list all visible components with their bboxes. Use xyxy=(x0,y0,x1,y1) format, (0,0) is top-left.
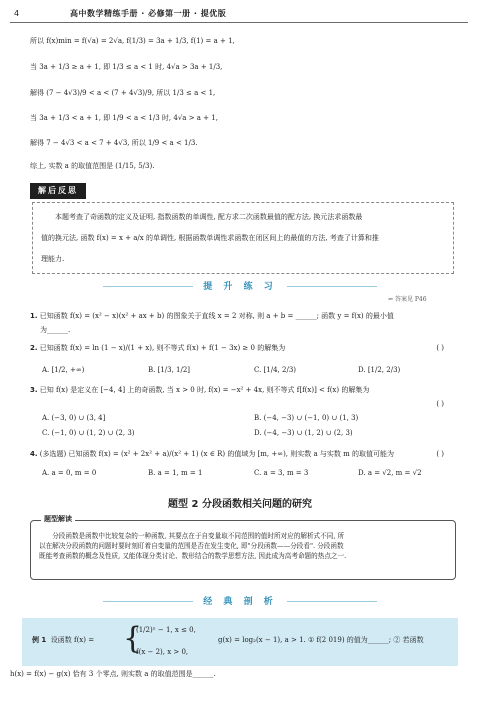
topic-box-text: 分段函数是函数中比较复杂的一种函数, 其要点在于自变量取不同范围的值时所对应的解析式不同, 所 以在解决分段函数的问题时要时刻盯着自变量的范围是否在发生变化, 即"分段函数——分段看". 分段函数 既能考查函数的概念及性质, 又能体现分类讨论、数形结合的数学思想方法, 因此成为高考命题的热点之一. xyxy=(39,532,347,561)
topic-interpretation-box xyxy=(30,515,456,580)
page-number: 4 xyxy=(14,9,20,18)
solution-line: 解得 7 − 4√3 < a < 7 + 4√3, 所以 1/9 < a < 1/3. xyxy=(30,139,198,147)
piecewise-case-1: (1/2)ˣ − 1, x ≤ 0, xyxy=(136,626,196,634)
option-b: B. a = 1, m = 1 xyxy=(148,469,203,477)
option-c: C. (−1, 0) ∪ (1, 2) ∪ (2, 3) xyxy=(42,429,135,437)
solution-line: 当 3a + 1/3 ≥ a + 1, 即 1/3 ≤ a < 1 时, 4√a > 3a + 1/3, xyxy=(30,63,223,71)
question-1: 1. 已知函数 f(x) = (x² − x)(x² + ax + b) 的图象关于直线 x = 2 对称, 则 a + b = ______; 函数 y = f(x) 的最小值 xyxy=(30,312,394,320)
option-d: D. (−4, −3) ∪ (1, 2) ∪ (2, 3) xyxy=(254,429,353,437)
reflection-box xyxy=(32,202,454,274)
reflection-tag: 解后反思 xyxy=(30,183,86,199)
analysis-section-title: 经 典 剖 析 xyxy=(0,597,480,608)
solution-line: 当 3a + 1/3 < a + 1, 即 1/9 < a < 1/3 时, 4√a > a + 1, xyxy=(30,114,218,122)
page-header xyxy=(10,4,468,23)
solution-line: 解得 (7 − 4√3)/9 < a < (7 + 4√3)/9, 所以 1/3 ≤ a < 1, xyxy=(30,89,216,97)
question-2-paren: ( ) xyxy=(436,344,444,352)
option-b: B. [1/3, 1/2] xyxy=(148,366,191,374)
option-b: B. (−4, −3) ∪ (−1, 0) ∪ (1, 3) xyxy=(254,414,359,422)
example-line-1: 例 1 设函数 f(x) = xyxy=(32,636,95,644)
option-a: A. [1/2, +∞) xyxy=(42,366,85,374)
solution-line: 综上, 实数 a 的取值范围是 (1/15, 5/3). xyxy=(30,162,155,170)
book-title: 高中数学精练手册 · 必修第一册 · 提优版 xyxy=(70,9,227,18)
option-a: A. a = 0, m = 0 xyxy=(42,469,97,477)
solution-line: 所以 f(x)min = f(√a) = 2√a, f(1/3) = 3a + 1/3, f(1) = a + 1, xyxy=(30,37,235,45)
question-4-paren: ( ) xyxy=(436,450,444,458)
reflection-line: 理能力. xyxy=(41,255,65,263)
question-2: 2. 已知函数 f(x) = ln (1 − x)/(1 + x), 则不等式 f(x) + f(1 − 3x) ≥ 0 的解集为 xyxy=(30,344,286,352)
question-3-paren: ( ) xyxy=(436,400,444,408)
reflection-line: 值的换元法, 函数 f(x) = x + a/x 的单调性, 根据函数单调性求函数在闭区间上的最值的方法, 考查了计算和推 xyxy=(41,234,379,242)
reflection-line: 本题考查了奇函数的定义及证明, 指数函数的单调性, 配方求二次函数最值的配方法, 换元法求函数最 xyxy=(55,213,363,221)
piecewise-brace: { xyxy=(123,621,143,656)
answer-reference: ⇐ 答案见 P46 xyxy=(388,296,427,303)
option-d: D. a = √2, m = √2 xyxy=(358,469,422,477)
question-4: 4. (多选题) 已知函数 f(x) = (x² + 2x² + a)/(x² + 1) (x ∈ R) 的值域为 [m, +∞), 则实数 a 与实数 m 的取值可能为 xyxy=(30,450,394,458)
option-c: C. a = 3, m = 3 xyxy=(254,469,309,477)
question-1-cont: 为______. xyxy=(40,326,71,334)
topic-title: 题型 2 分段函数相关问题的研究 xyxy=(168,499,312,510)
topic-box-label: 题型解读 xyxy=(41,515,75,524)
example-box xyxy=(22,618,458,666)
question-3: 3. 已知 f(x) 是定义在 [−4, 4] 上的奇函数, 当 x > 0 时, f(x) = −x² + 4x, 则不等式 f[f(x)] < f(x) 的解集为 xyxy=(30,386,370,394)
piecewise-case-2: f(x − 2), x > 0, xyxy=(136,648,189,656)
option-d: D. [1/2, 2/3) xyxy=(358,366,401,374)
practice-section-title: 提 升 练 习 xyxy=(0,282,480,293)
option-c: C. [1/4, 2/3) xyxy=(254,366,296,374)
option-a: A. (−3, 0) ∪ (3, 4] xyxy=(42,414,106,422)
example-line-1-cont: g(x) = log₂(x − 1), a > 1. ① f(2 019) 的值为______; ② 若函数 xyxy=(218,636,424,644)
example-line-2: h(x) = f(x) − g(x) 恰有 3 个零点, 则实数 a 的取值范围是______. xyxy=(10,670,216,678)
